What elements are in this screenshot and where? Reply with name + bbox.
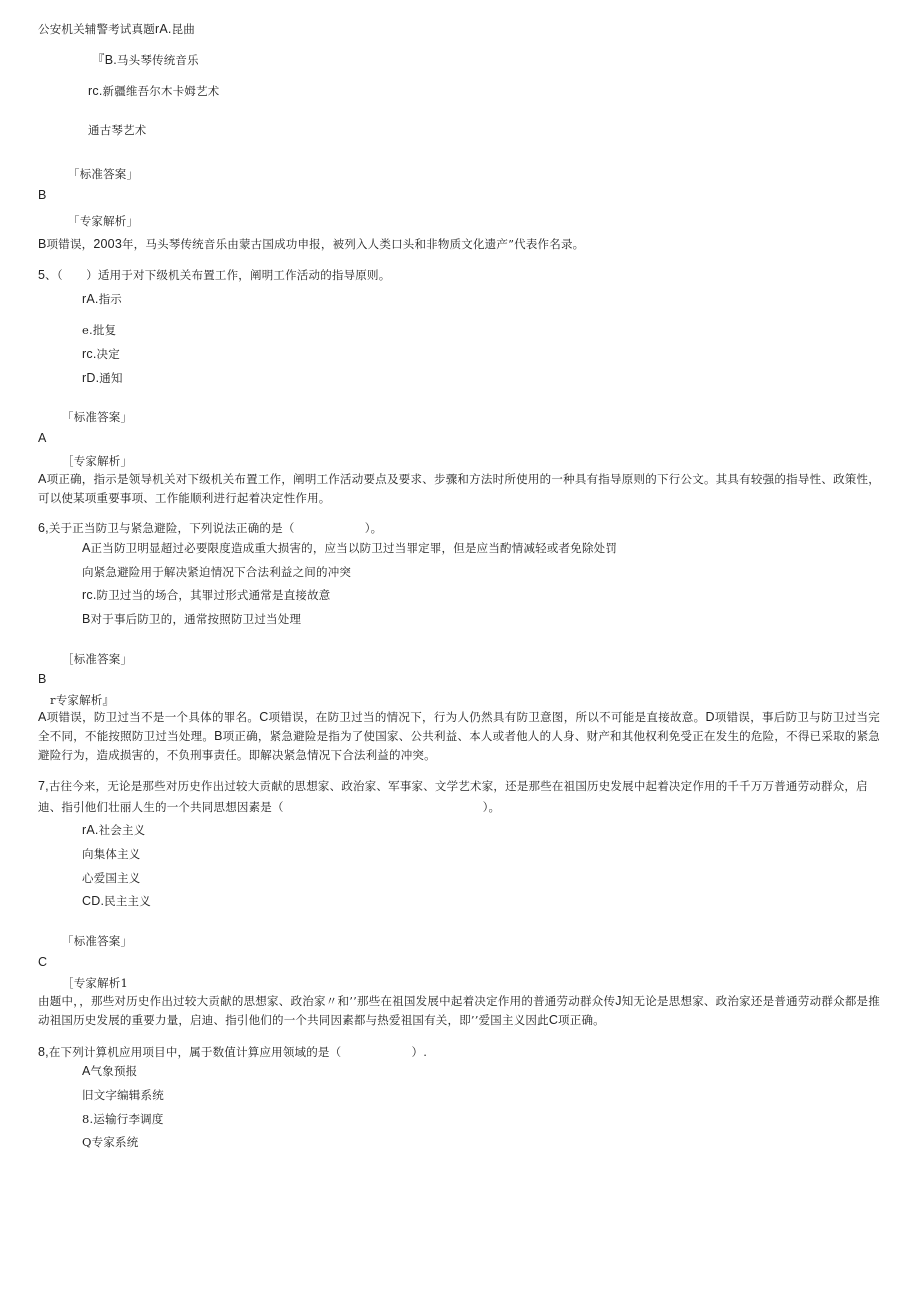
answer-value: B [38, 188, 47, 202]
option-item [92, 53, 199, 67]
analysis-segment: 项错误，事后防卫与防卫过当完全不同，不能按照防卫过当处理。 [38, 710, 880, 743]
question-stem [38, 521, 382, 535]
option-text: 正当防卫明显超过必要限度造成重大损害的，应当以防卫过当罪定罪，但是应当酌情减轻或者免除处罚 [90, 541, 618, 555]
option-text: 向紧急避险用于解决紧迫情况下合法利益之间的冲突 [82, 565, 352, 579]
analysis-segment: 项正确，指示是领导机关对下级机关布置工作，阐明工作活动要点及要求、步骤和方法时所使用的一种具有指导原则的下行公文。其具有较强的指导性、政策性，可以使某项重要事项、工作能顺利进行起着决定性作用。 [38, 472, 880, 505]
option-item [82, 565, 351, 579]
analysis-segment: 项正确，紧急避险是指为了使国家、公共利益、本人或者他人的人身、财产和其他权利免受正在发生的危险，不得已采取的紧急避险行为，造成损害的，不负刑事责任。即解决紧急情况下合法利益的冲突。 [38, 729, 881, 762]
option-letter: rD. [82, 371, 100, 385]
analysis-letter: B [38, 237, 47, 251]
option-item [82, 612, 301, 626]
option-text: 心爱国主义 [82, 871, 141, 885]
option-letter: rA. [82, 823, 99, 837]
option-text: 向集体主义 [82, 847, 141, 861]
question-stem [38, 779, 868, 793]
option-letter: 『B. [92, 53, 117, 67]
option-letter: rA. [82, 292, 99, 306]
answer-label: 「标准答案」 [62, 410, 133, 424]
option-item [82, 894, 151, 908]
question-text: 、（ ）适用于对下级机关布置工作，阐明工作活动的指导原则。 [45, 268, 391, 282]
option-item [82, 371, 123, 385]
analysis-segment: 项错误， [46, 237, 94, 251]
option-letter: B [82, 612, 91, 626]
question-number: 7, [38, 779, 49, 793]
question-stem [38, 268, 390, 282]
analysis-segment: 项错误，防卫过当不是一个具体的罪名。 [46, 710, 260, 724]
answer-label: 「标准答案」 [62, 934, 133, 948]
option-item [82, 1135, 138, 1149]
option-item [82, 1064, 137, 1078]
option-letter: rc. [82, 347, 97, 361]
option-item [82, 347, 120, 361]
analysis-text [38, 470, 880, 508]
answer-label: ［标准答案」 [62, 652, 133, 666]
option-item [82, 871, 141, 885]
analysis-label: 「专家解析」 [68, 214, 139, 228]
document-title: 公安机关辅警考试真题 [38, 22, 155, 36]
option-text: 马头琴传统音乐 [116, 53, 199, 67]
analysis-letter: C [548, 1013, 559, 1027]
analysis-letter: J [615, 994, 622, 1008]
option-text: 8.运输行李调度 [82, 1112, 164, 1126]
option-letter: rc. [82, 588, 97, 602]
analysis-letter: C [259, 710, 269, 724]
question-number: 6, [38, 521, 49, 535]
option-letter: rA. [155, 22, 172, 36]
option-text: 新疆维吾尔木卡姆艺术 [102, 84, 220, 98]
page-header [38, 22, 195, 36]
option-letter: e. [82, 323, 93, 337]
option-item [82, 323, 116, 337]
analysis-letter: B [214, 729, 223, 743]
option-text: 社会主义 [98, 823, 146, 837]
option-text: 指示 [98, 292, 122, 306]
question-text: 在下列计算机应用项目中，属于数值计算应用领域的是（ ）. [48, 1045, 428, 1059]
option-item [82, 847, 141, 861]
analysis-segment: 项错误，在防卫过当的情况下，行为人仍然具有防卫意图，所以不可能是直接故意。 [268, 710, 706, 724]
option-text: 对于事后防卫的，通常按照防卫过当处理 [90, 612, 302, 626]
option-item [88, 84, 220, 98]
option-text: 气象预报 [90, 1064, 138, 1078]
analysis-segment: 由题中，，那些对历史作出过较大贡献的思想家、政治家〃和’’那些在祖国发展中起着决定作用的普通劳动群众传 [38, 994, 616, 1008]
analysis-letter: D [705, 710, 715, 724]
option-text: 防卫过当的场合，其罪过形式通常是直接故意 [96, 588, 331, 602]
option-text: 通知 [99, 371, 123, 385]
question-text: 关于正当防卫与紧急避险，下列说法正确的是（ ）。 [48, 521, 383, 535]
analysis-letter: A [38, 710, 47, 724]
option-letter: A [82, 541, 91, 555]
option-item [88, 123, 147, 137]
option-letter: rc. [88, 84, 103, 98]
analysis-segment: 项正确。 [558, 1013, 605, 1027]
option-item [82, 292, 122, 306]
analysis-segment: 知无论是思想家、政治家还是普通劳动群众都是推动祖国历史发展的重要力量，启迪、指引他们的一个共同因素都与热爱祖国有关，即’’爱国主义因此 [38, 994, 880, 1027]
analysis-label: ［专家解析1 [62, 976, 129, 990]
option-text: 通古琴艺术 [88, 123, 147, 137]
option-item [82, 823, 145, 837]
answer-value: C [38, 955, 48, 969]
question-number: 5 [38, 268, 46, 282]
analysis-text [38, 708, 880, 765]
option-letter: CD. [82, 894, 105, 908]
analysis-letter: A [38, 472, 47, 486]
option-text: 昆曲 [171, 22, 195, 36]
option-text: Q专家系统 [82, 1135, 139, 1149]
question-stem-continued: 迪、指引他们壮丽人生的一个共同思想因素是（ ）。 [38, 800, 501, 814]
option-item [82, 541, 617, 555]
question-stem [38, 1045, 427, 1059]
analysis-label: ［专家解析」 [62, 454, 133, 468]
option-item [82, 588, 331, 602]
option-text: 民主主义 [104, 894, 151, 908]
option-letter: A [82, 1064, 91, 1078]
option-item [82, 1112, 164, 1126]
option-text: 决定 [96, 347, 120, 361]
analysis-text [38, 235, 880, 254]
analysis-text [38, 992, 880, 1030]
option-text: 批复 [92, 323, 117, 337]
analysis-letter: 2003 [93, 237, 122, 251]
analysis-label: r专家解析』 [50, 693, 115, 707]
question-text: 古往今来，无论是那些对历史作出过较大贡献的思想家、政治家、军事家、文学艺术家，还是那些在祖国历史发展中起着决定作用的千千万万普通劳动群众，启 [48, 779, 868, 793]
option-text: 旧文字编辑系统 [82, 1088, 164, 1102]
answer-value: A [38, 431, 47, 445]
answer-label: 「标准答案」 [68, 167, 139, 181]
option-item [82, 1088, 164, 1102]
analysis-segment: 年，马头琴传统音乐由蒙古国成功申报，被列入人类口头和非物质文化遗产”代表作名录。 [121, 237, 585, 251]
answer-value: B [38, 672, 47, 686]
question-number: 8, [38, 1045, 49, 1059]
